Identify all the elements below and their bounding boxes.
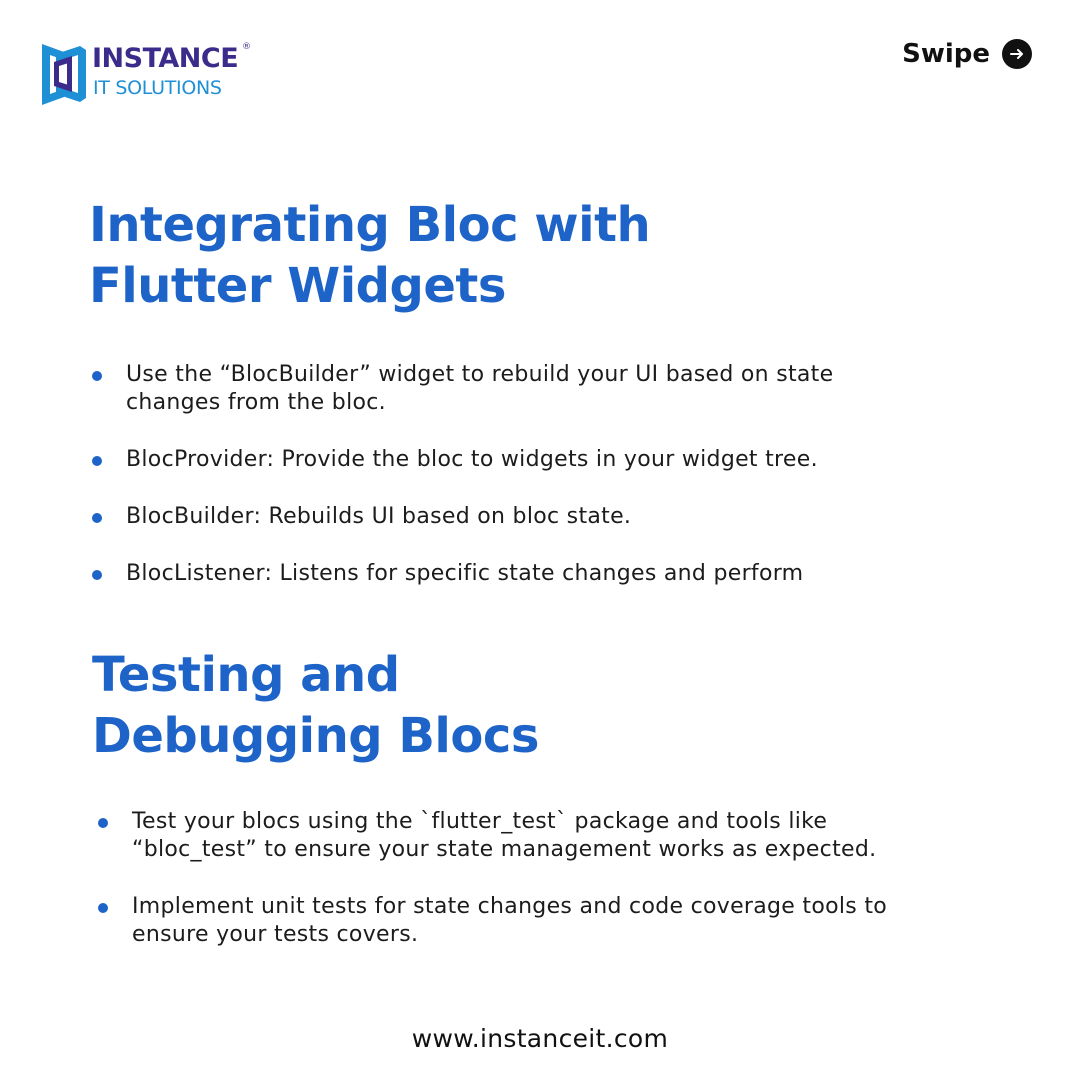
bullet-dot-icon [98, 903, 108, 913]
bullet-dot-icon [92, 371, 102, 381]
list-item [92, 361, 922, 417]
bullet-dot-icon [92, 456, 102, 466]
logo-mark-icon [36, 38, 90, 110]
heading-line: Debugging Blocs [92, 708, 539, 764]
bullet-dot-icon [92, 570, 102, 580]
list-item-text: Test your blocs using the `flutter_test` package and tools like “bloc_test” to ensure your state management works as expected. [132, 809, 877, 862]
section-heading-testing [92, 645, 539, 767]
list-item [98, 893, 948, 949]
list-item-text: BlocBuilder: Rebuilds UI based on bloc state. [126, 504, 632, 529]
bullet-dot-icon [98, 818, 108, 828]
company-logo [36, 38, 266, 112]
list-item [98, 808, 948, 864]
list-item [92, 446, 922, 474]
list-item-text: Implement unit tests for state changes and code coverage tools to ensure your tests covers. [132, 894, 888, 947]
heading-line: Integrating Bloc with [89, 197, 651, 253]
testing-bullet-list [98, 808, 948, 978]
heading-line: Testing and [92, 647, 400, 703]
list-item-text: BlocListener: Listens for specific state changes and perform [126, 561, 804, 586]
section-heading-integrating [89, 195, 650, 317]
integrating-bullet-list [92, 361, 922, 617]
swipe-label: Swipe [902, 39, 990, 69]
heading-line: Flutter Widgets [89, 258, 506, 314]
arrow-right-icon[interactable] [1002, 39, 1032, 69]
website-link[interactable]: www.instanceit.com [411, 1024, 669, 1053]
swipe-button[interactable] [902, 38, 1032, 70]
logo-tagline: IT SOLUTIONS [93, 77, 222, 99]
list-item [92, 560, 922, 588]
logo-wordmark: INSTANCE [92, 43, 239, 74]
bullet-dot-icon [92, 513, 102, 523]
list-item-text: Use the “BlocBuilder” widget to rebuild your UI based on state changes from the bloc. [126, 362, 834, 415]
registered-mark: ® [242, 42, 251, 52]
list-item [92, 503, 922, 531]
list-item-text: BlocProvider: Provide the bloc to widgets in your widget tree. [126, 447, 818, 472]
